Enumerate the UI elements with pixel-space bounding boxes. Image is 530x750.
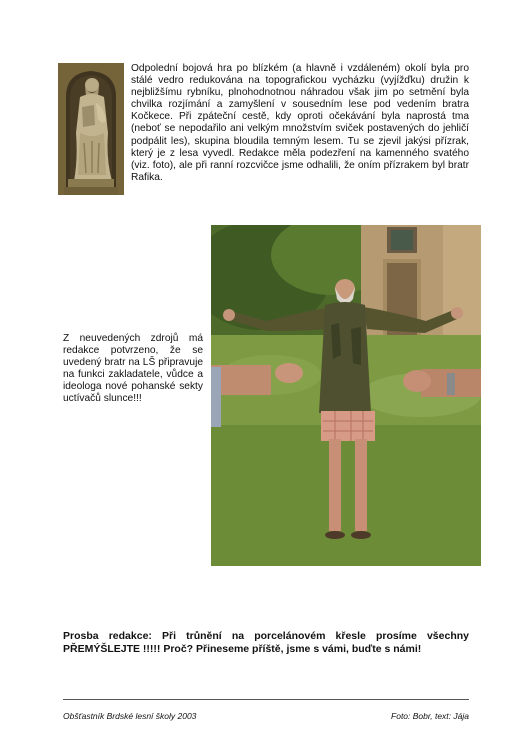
man-outstretched-arms-photo — [211, 225, 481, 566]
statue-illustration — [58, 63, 124, 195]
footer-publication: Obšťastník Brdské lesní školy 2003 — [63, 711, 197, 721]
photo-illustration — [211, 225, 481, 566]
article-middle-paragraph: Z neuvedených zdrojů má redakce potvrzeno, že se uvedený bratr na LŠ připravuje na funkci zakladatele, vůdce a ideologa nové pohanské sekty uctívačů slunce!!! — [63, 333, 203, 405]
footer-credits: Foto: Bobr, text: Jája — [391, 711, 469, 721]
statue-photo — [58, 63, 124, 195]
article-top-paragraph: Odpolední bojová hra po blízkém (a hlavně i vzdáleném) okolí byla pro stálé vedro redukována na topografickou vycházku (vyjížďku) družin k nejbližšímu rybníku, plnohodnotnou náhradou však jim po setmění byla chvilka rozjímání a zamyšlení v sousedním lese pod vedením bratra Kočkece. Při zpáteční cestě, kdy oproti očekávání byla naprostá tma (neboť se nepodařilo ani velkým množstvím sviček postavených do jehličí podpálit les), skupina bloudila temným lesem. Tu se zjevil jakýsi přízrak, který je z lesa vyvedl. Redakce měla podezření na kamenného svatého (viz. foto), ale při ranní rozcvičce jsme odhalili, že oním přízrakem byl bratr Rafika. — [131, 63, 469, 183]
footer-divider — [63, 699, 469, 700]
editorial-request: Prosba redakce: Při trůnění na porcelánovém křesle prosíme všechny PŘEMÝŠLEJTE !!!!! Proč? Přineseme příště, jsme s vámi, buďte s námi! — [63, 630, 469, 655]
